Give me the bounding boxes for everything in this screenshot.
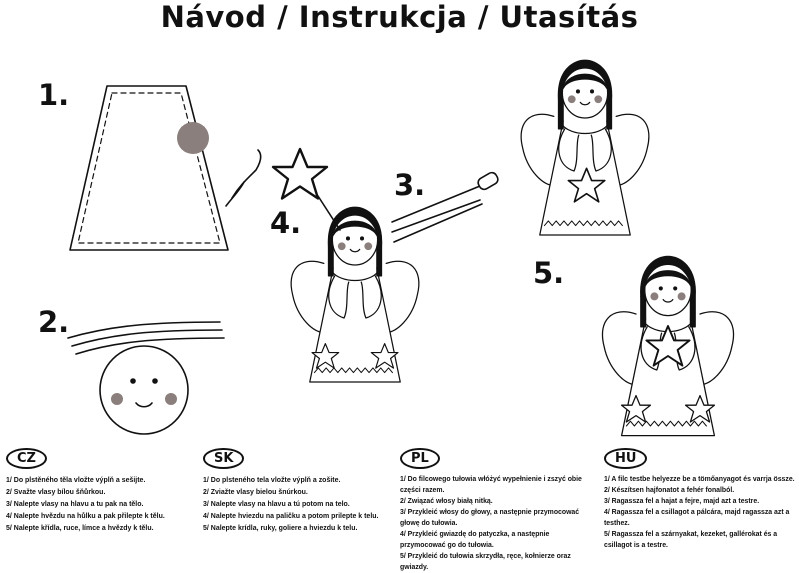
instruction-step: 3/ Nalepte vlasy na hlavu a tu pak na tělo.	[6, 499, 144, 508]
language-badge: CZ	[6, 448, 47, 469]
instruction-step: 2/ Zviažte vlasy bielou šnúrkou.	[203, 487, 308, 496]
angel-step-5	[602, 256, 733, 435]
instruction-step: 2/ Készítsen hajfonatot a fehér fonalból.	[604, 487, 735, 494]
step-number-3: 3.	[394, 168, 426, 202]
instructions-sk	[203, 448, 393, 534]
instruction-step: 1/ Do plstěného těla vložte výplň a sešijte.	[6, 475, 146, 484]
step-number-5: 5.	[533, 256, 565, 290]
instruction-step: 4/ Nalepte hviezdu na paličku a potom prilepte k telu.	[203, 511, 379, 520]
instruction-step: 2/ Związać włosy białą nitką.	[400, 498, 493, 505]
instruction-step: 5/ Przykleić do tułowia skrzydła, ręce, kołnierze oraz gwiazdy.	[400, 553, 571, 571]
angel-step-4	[291, 207, 419, 382]
instruction-step: 5/ Nalepte krídla, ruky, goliere a hviezdu k telu.	[203, 523, 358, 532]
instruction-step: 1/ Do filcowego tułowia włóżyć wypełnienie i zszyć obie części razem.	[400, 476, 582, 494]
instruction-step: 2/ Svažte vlasy bílou šňůrkou.	[6, 487, 106, 496]
instruction-step: 4/ Nalepte hvězdu na hůlku a pak přilepte k tělu.	[6, 511, 165, 520]
stuffing-dot	[177, 122, 209, 154]
instruction-step: 3/ Nalepte vlasy na hlavu a tú potom na telo.	[203, 499, 350, 508]
language-badge: SK	[203, 448, 244, 469]
instruction-step: 4/ Ragassza fel a csillagot a pálcára, majd ragassza azt a testhez.	[604, 509, 790, 527]
instructions-pl	[400, 448, 592, 573]
step-number-1: 1.	[38, 78, 70, 112]
instruction-step: 4/ Przykleić gwiazdę do patyczka, a następnie przymocować go do tułowia.	[400, 531, 550, 549]
instruction-step: 1/ A filc testbe helyezze be a tömőanyagot és varrja össze.	[604, 476, 795, 483]
instruction-step: 3/ Przykleić włosy do głowy, a następnie przymocować głowę do tułowia.	[400, 509, 580, 527]
step-number-2: 2.	[38, 305, 70, 339]
hair-and-face	[68, 322, 224, 434]
language-badge: PL	[400, 448, 440, 469]
star-on-stick	[273, 149, 500, 242]
instruction-step: 5/ Nalepte křídla, ruce, límce a hvězdy k tělu.	[6, 523, 154, 532]
instruction-step: 3/ Ragassza fel a hajat a fejre, majd azt a testre.	[604, 498, 760, 505]
felt-body-pattern	[70, 86, 261, 250]
step-number-4: 4.	[270, 206, 302, 240]
instructions-cz	[6, 448, 196, 534]
page-title: Návod / Instrukcja / Utasítás	[160, 0, 639, 34]
instruction-step: 5/ Ragassza fel a szárnyakat, kezeket, gallérokat és a csillagot is a testre.	[604, 531, 778, 549]
angel-step-3	[521, 60, 649, 235]
instruction-step: 1/ Do plsteného tela vložte výplň a zošite.	[203, 475, 341, 484]
instructions-hu	[604, 448, 796, 551]
language-badge: HU	[604, 448, 647, 469]
